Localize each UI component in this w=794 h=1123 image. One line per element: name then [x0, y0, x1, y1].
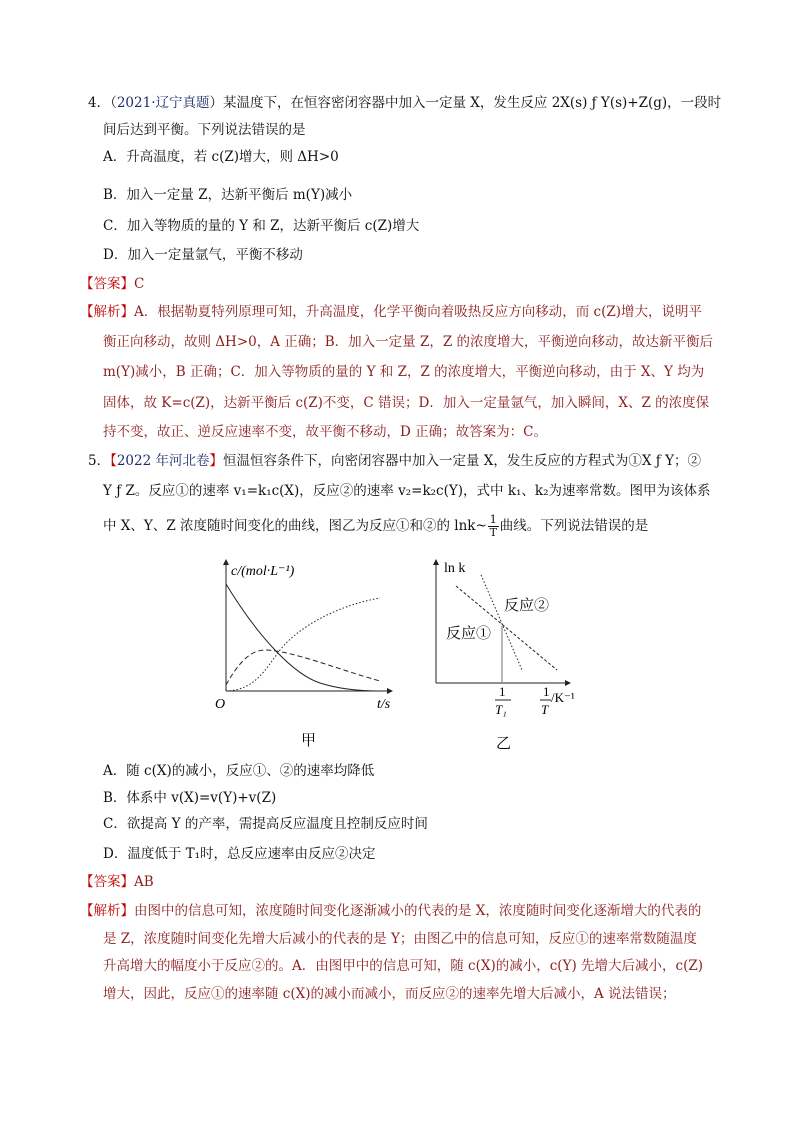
text-segment: 】 — [209, 453, 223, 469]
text-segment: 4．（ — [88, 95, 117, 111]
curve-z — [226, 598, 380, 691]
q4-line — [80, 303, 702, 321]
figure-svg — [200, 550, 600, 760]
q5-line — [80, 873, 154, 891]
x-unit: /K⁻¹ — [551, 690, 575, 705]
figures — [200, 550, 600, 764]
q4-line — [103, 333, 713, 351]
q4-line — [103, 121, 306, 139]
text-segment: 衡正向移动，故则 ΔH>0，A 正确；B．加入一定量 Z，Z 的浓度增大，平衡逆向移动，故达新平衡后 — [103, 334, 714, 350]
text-segment: 由图中的信息可知，浓度随时间变化逐渐减小的代表的是 X，浓度随时间变化逐渐增大的代表的 — [134, 903, 702, 919]
text-segment: 【答案】 — [80, 874, 134, 890]
text-segment: C．加入等物质的量的 Y 和 Z，达新平衡后 c(Z)增大 — [103, 218, 420, 234]
text-segment: D．温度低于 T₁时，总反应速率由反应②决定 — [103, 846, 376, 862]
text-segment: C — [134, 276, 145, 292]
text-segment: Y ƒ Z。反应①的速率 v₁=k₁c(X)，反应②的速率 v₂=k₂c(Y)，式中 k₁、k₂为速率常数。图甲为该体系 — [103, 483, 711, 499]
fraction-numerator: 1 — [489, 513, 497, 526]
q5-line — [103, 930, 697, 948]
q4-line — [103, 394, 709, 412]
q4-line — [103, 246, 303, 264]
q5-line — [103, 957, 703, 975]
q5-line — [103, 514, 648, 539]
q5-line — [80, 902, 701, 920]
text-segment: C．欲提高 Y 的产率，需提高反应温度且控制反应时间 — [103, 816, 428, 832]
text-segment: A．根据勒夏特列原理可知，升高温度，化学平衡向着吸热反应方向移动，而 c(Z)增大，说明平 — [134, 304, 703, 320]
q4-line — [88, 94, 721, 112]
jia-ylabel: c/(mol·L⁻¹) — [231, 564, 295, 579]
text-segment: 中 X、Y、Z 浓度随时间变化的曲线，图乙为反应①和②的 lnk~ — [103, 518, 487, 534]
text-segment: 【解析】 — [80, 903, 134, 919]
text-segment: 【解析】 — [80, 304, 134, 320]
q5-line — [103, 482, 711, 500]
q5-line — [103, 789, 276, 807]
text-segment: A．随 c(X)的减小，反应①、②的速率均降低 — [103, 763, 375, 779]
figure-yi — [436, 561, 575, 752]
text-segment: B．体系中 v(X)=v(Y)+v(Z) — [103, 790, 277, 806]
q4-line — [103, 148, 339, 166]
tick-den: T₁ — [495, 702, 507, 717]
text-segment: 5． — [88, 453, 111, 469]
text-segment: A．升高温度，若 c(Z)增大，则 ΔH>0 — [103, 149, 339, 165]
label-reaction-2: 反应② — [504, 598, 550, 614]
text-segment: AB — [134, 874, 154, 890]
x-den: T — [541, 702, 549, 717]
text-segment: m(Y)减小，B 正确；C．加入等物质的量的 Y 和 Z，Z 的浓度增大，平衡逆向移动，由于 X、Y 均为 — [103, 364, 705, 380]
fraction — [488, 514, 499, 539]
q4-line — [103, 363, 704, 381]
q4-line — [103, 217, 419, 235]
yi-ylabel: ln k — [444, 561, 466, 576]
q4-line — [103, 423, 547, 441]
jia-xlabel: t/s — [377, 697, 391, 712]
q5-line — [88, 452, 701, 470]
label-reaction-1: 反应① — [446, 626, 492, 642]
text-segment: ）某温度下，在恒容密闭容器中加入一定量 X，发生反应 2X(s) ƒ Y(s)+Z(g)，一段时 — [209, 95, 722, 111]
text-segment: 【答案】 — [80, 276, 134, 292]
text-segment: D．加入一定量氩气，平衡不移动 — [103, 247, 303, 263]
text-segment: 【 — [110, 453, 117, 469]
text-segment: 曲线。下列说法错误的是 — [499, 518, 649, 534]
text-segment: 恒温恒容条件下，向密闭容器中加入一定量 X，发生反应的方程式为①X ƒ Y；② — [223, 453, 702, 469]
text-segment: 固体，故 K=c(Z)，达新平衡后 c(Z)不变，C 错误；D．加入一定量氩气，加入瞬间，X、Z 的浓度保 — [103, 395, 710, 411]
figure-jia — [215, 562, 391, 749]
text-segment: 增大，因此，反应①的速率随 c(X)的减小而减小，而反应②的速率先增大后减小，A 说法错误； — [103, 986, 676, 1002]
tick-num: 1 — [499, 684, 506, 699]
jia-caption: 甲 — [301, 733, 317, 749]
fraction-denominator: T — [489, 526, 497, 539]
q5-line — [103, 985, 676, 1003]
text-segment: 升高增大的幅度小于反应②的。A．由图甲中的信息可知，随 c(X)的减小，c(Y) 先增大后减小，c(Z) — [103, 958, 704, 974]
text-segment: B．加入一定量 Z，达新平衡后 m(Y)减小 — [103, 187, 353, 203]
q5-line — [103, 845, 376, 863]
q4-line — [80, 275, 144, 293]
jia-origin: O — [215, 697, 226, 712]
x-num: 1 — [543, 684, 550, 699]
text-segment: 2022 年河北卷 — [116, 453, 210, 469]
curve-y — [226, 650, 380, 685]
q5-line — [103, 815, 428, 833]
text-segment: 是 Z，浓度随时间变化先增大后减小的代表的是 Y；由图乙中的信息可知，反应①的速率常数随温度 — [103, 931, 697, 947]
q5-line — [103, 762, 374, 780]
text-segment: 2021·辽宁真题 — [116, 95, 210, 111]
text-segment: 持不变，故正、逆反应速率不变，故平衡不移动，D 正确；故答案为：C。 — [103, 424, 547, 440]
q4-line — [103, 186, 352, 204]
text-segment: 间后达到平衡。下列说法错误的是 — [103, 122, 306, 138]
curve-x — [226, 584, 380, 691]
yi-caption: 乙 — [496, 736, 512, 752]
